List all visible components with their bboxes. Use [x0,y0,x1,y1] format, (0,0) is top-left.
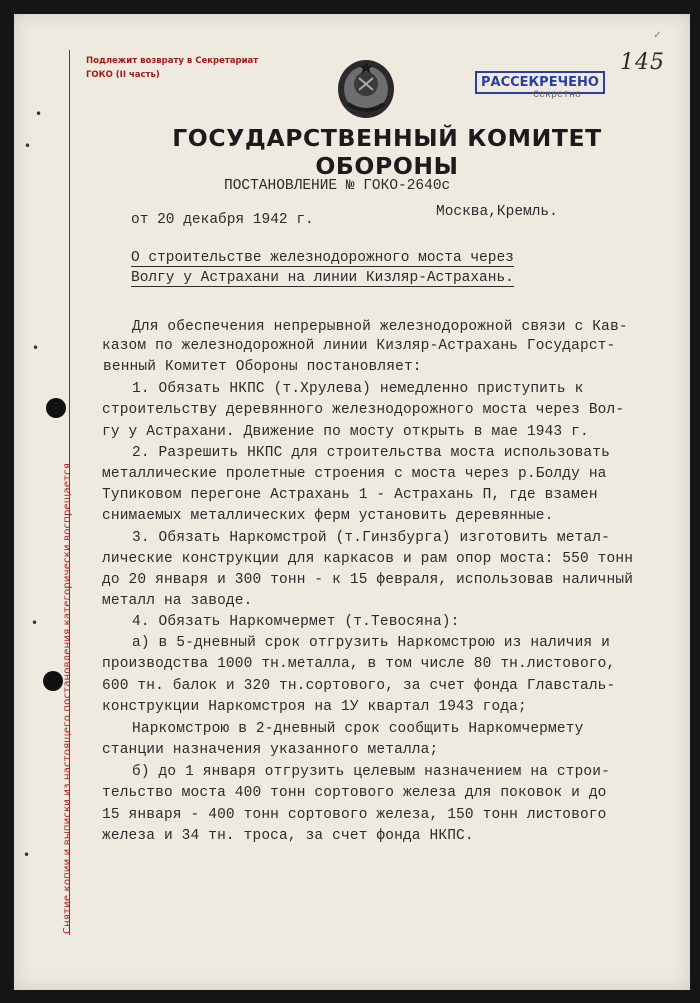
secret-marking: Секретно [533,90,582,101]
committee-title: ГОСУДАРСТВЕННЫЙ КОМИТЕТ ОБОРОНЫ [172,124,602,180]
body-line: металлические пролетные строения с моста через р.Болду на [102,466,607,482]
check-mark-icon: ✓ [654,30,661,42]
decree-subject-line: О строительстве железнодорожного моста через [131,250,514,266]
margin-mark: • [31,616,39,630]
decree-number: ПОСТАНОВЛЕНИЕ № ГОКО-2640с [224,178,451,194]
body-line: до 20 января и 300 тонн - к 15 февраля, использовав наличный [102,572,634,588]
declassified-stamp: РАССЕКРЕЧЕНО [475,71,605,94]
body-line: венный Комитет Обороны постановляет: [103,359,422,375]
body-line: 600 тн. балок и 320 тн.сортового, за счет фонда Главсталь- [102,678,616,694]
body-line: железа и 34 тн. троса, за счет фонда НКПС. [102,828,474,844]
return-note-line: Подлежит возврату в Секретариат [86,56,259,66]
margin-mark: • [24,139,32,153]
body-line: 1. Обязать НКПС (т.Хрулева) немедленно приступить к [132,381,584,397]
body-line: производства 1000 тн.металла, в том числе 80 тн.листового, [102,656,616,672]
body-line: Для обеспечения непрерывной железнодорожной связи с Кав- [132,319,628,335]
body-line: тельство моста 400 тонн сортового железа для поковок и до [102,785,607,801]
decree-date: от 20 декабря 1942 г. [131,212,314,228]
margin-mark: • [32,341,40,355]
body-line: металл на заводе. [102,593,253,609]
body-line: 15 января - 400 тонн сортового железа, 150 тонн листового [102,807,607,823]
body-line: Тупиковом перегоне Астрахань 1 - Астрахань П, где взамен [102,487,598,503]
body-line: 4. Обязать Наркомчермет (т.Тевосяна): [132,614,460,630]
body-line: а) в 5-дневный срок отгрузить Наркомстрою из наличия и [132,635,610,651]
document-page [14,14,690,990]
body-line: гу у Астрахани. Движение по мосту открыть в мае 1943 г. [102,424,589,440]
body-line: 3. Обязать Наркомстрой (т.Гинзбурга) изготовить метал- [132,530,610,546]
body-line: Наркомстрою в 2-дневный срок сообщить Наркомчермету [132,721,584,737]
binder-hole [43,671,63,691]
binder-hole [46,398,66,418]
body-line: снимаемых металлических ферм установить деревянные. [102,508,554,524]
copy-restriction-note: Снятие копии и выписки из настоящего постановления категорически воспрещается [62,462,73,934]
folio-number: 145 [620,50,665,75]
body-line: строительству деревянного железнодорожного моста через Вол- [102,402,625,418]
state-emblem-icon [336,58,396,120]
body-line: казом по железнодорожной линии Кизляр-Астрахань Государст- [102,338,616,354]
margin-mark: • [35,107,43,121]
decree-subject-line: Волгу у Астрахани на линии Кизляр-Астрахань. [131,270,514,286]
body-line: станции назначения указанного металла; [102,742,439,758]
return-note-line: ГОКО (II часть) [86,70,160,80]
decree-place: Москва,Кремль. [436,204,558,220]
return-note [86,54,258,82]
body-line: б) до 1 января отгрузить целевым назначением на строи- [132,764,610,780]
body-line: 2. Разрешить НКПС для строительства моста использовать [132,445,610,461]
body-line: конструкции Наркомстроя на 1У квартал 1943 года; [102,699,527,715]
margin-mark: • [23,848,31,862]
body-line: лические конструкции для каркасов и рам опор моста: 550 тонн [102,551,634,567]
